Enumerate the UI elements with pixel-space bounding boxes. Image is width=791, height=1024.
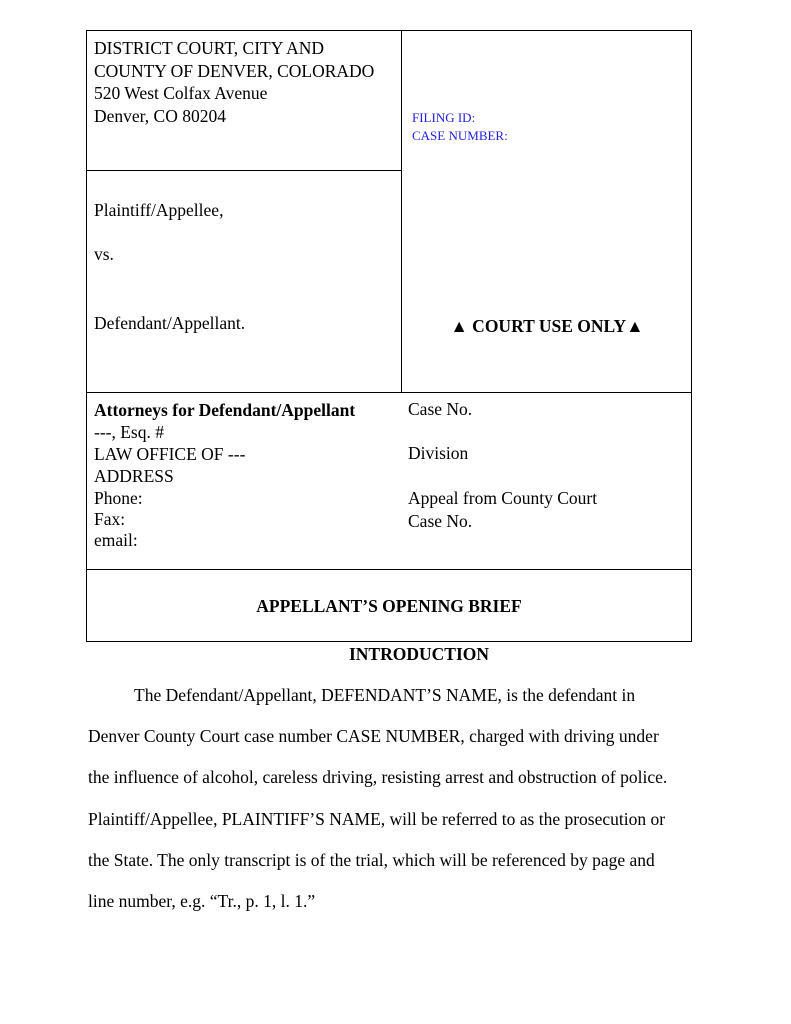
attorney-fax: Fax: bbox=[94, 509, 126, 529]
attorney-block bbox=[94, 399, 394, 550]
court-address-block bbox=[94, 37, 394, 127]
plaintiff-label: Plaintiff/Appellee, bbox=[94, 200, 224, 220]
division-label: Division bbox=[408, 443, 469, 463]
appeal-from-label: Appeal from County Court bbox=[408, 488, 598, 508]
paragraph-line: line number, e.g. “Tr., p. 1, l. 1.” bbox=[88, 890, 316, 911]
law-office: LAW OFFICE OF --- bbox=[94, 444, 246, 464]
paragraph-line: the influence of alcohol, careless driving, resisting arrest and obstruction of police. bbox=[88, 767, 668, 788]
court-use-only-label: ▲ COURT USE ONLY▲ bbox=[450, 316, 644, 336]
attorney-email: email: bbox=[94, 530, 138, 550]
brief-title: APPELLANT’S OPENING BRIEF bbox=[256, 596, 522, 616]
filing-block bbox=[412, 109, 508, 145]
caption-divider-attorney bbox=[87, 569, 691, 570]
filing-id-label: FILING ID: bbox=[412, 110, 476, 125]
case-number-label: CASE NUMBER: bbox=[412, 128, 508, 143]
case-caption-table bbox=[86, 30, 692, 642]
defendant-label: Defendant/Appellant. bbox=[94, 313, 246, 333]
attorney-address: ADDRESS bbox=[94, 466, 174, 486]
appeal-case-no-label: Case No. bbox=[408, 511, 473, 531]
paragraph-line: The Defendant/Appellant, DEFENDANT’S NAME, is the defendant in bbox=[134, 685, 636, 705]
caption-divider-vertical bbox=[401, 31, 402, 392]
court-name-line-1: DISTRICT COURT, CITY AND bbox=[94, 38, 325, 58]
versus-label: vs. bbox=[94, 244, 114, 264]
paragraph-line: Plaintiff/Appellee, PLAINTIFF’S NAME, will be referred to as the prosecution or bbox=[88, 808, 666, 829]
introduction-heading: INTRODUCTION bbox=[348, 644, 490, 664]
introduction-paragraph bbox=[88, 680, 694, 927]
attorney-heading: Attorneys for Defendant/Appellant bbox=[94, 400, 356, 420]
attorney-name: ---, Esq. # bbox=[94, 422, 164, 442]
court-name-line-2: COUNTY OF DENVER, COLORADO bbox=[94, 60, 375, 81]
caption-divider-court bbox=[87, 170, 402, 171]
paragraph-line: Denver County Court case number CASE NUMBER, charged with driving under bbox=[88, 726, 659, 747]
attorney-phone: Phone: bbox=[94, 488, 143, 508]
case-no-label: Case No. bbox=[408, 399, 473, 419]
paragraph-line: the State. The only transcript is of the trial, which will be referenced by page and bbox=[88, 849, 655, 870]
court-street: 520 West Colfax Avenue bbox=[94, 83, 268, 103]
court-city: Denver, CO 80204 bbox=[94, 105, 226, 126]
caption-divider-parties bbox=[87, 392, 691, 393]
